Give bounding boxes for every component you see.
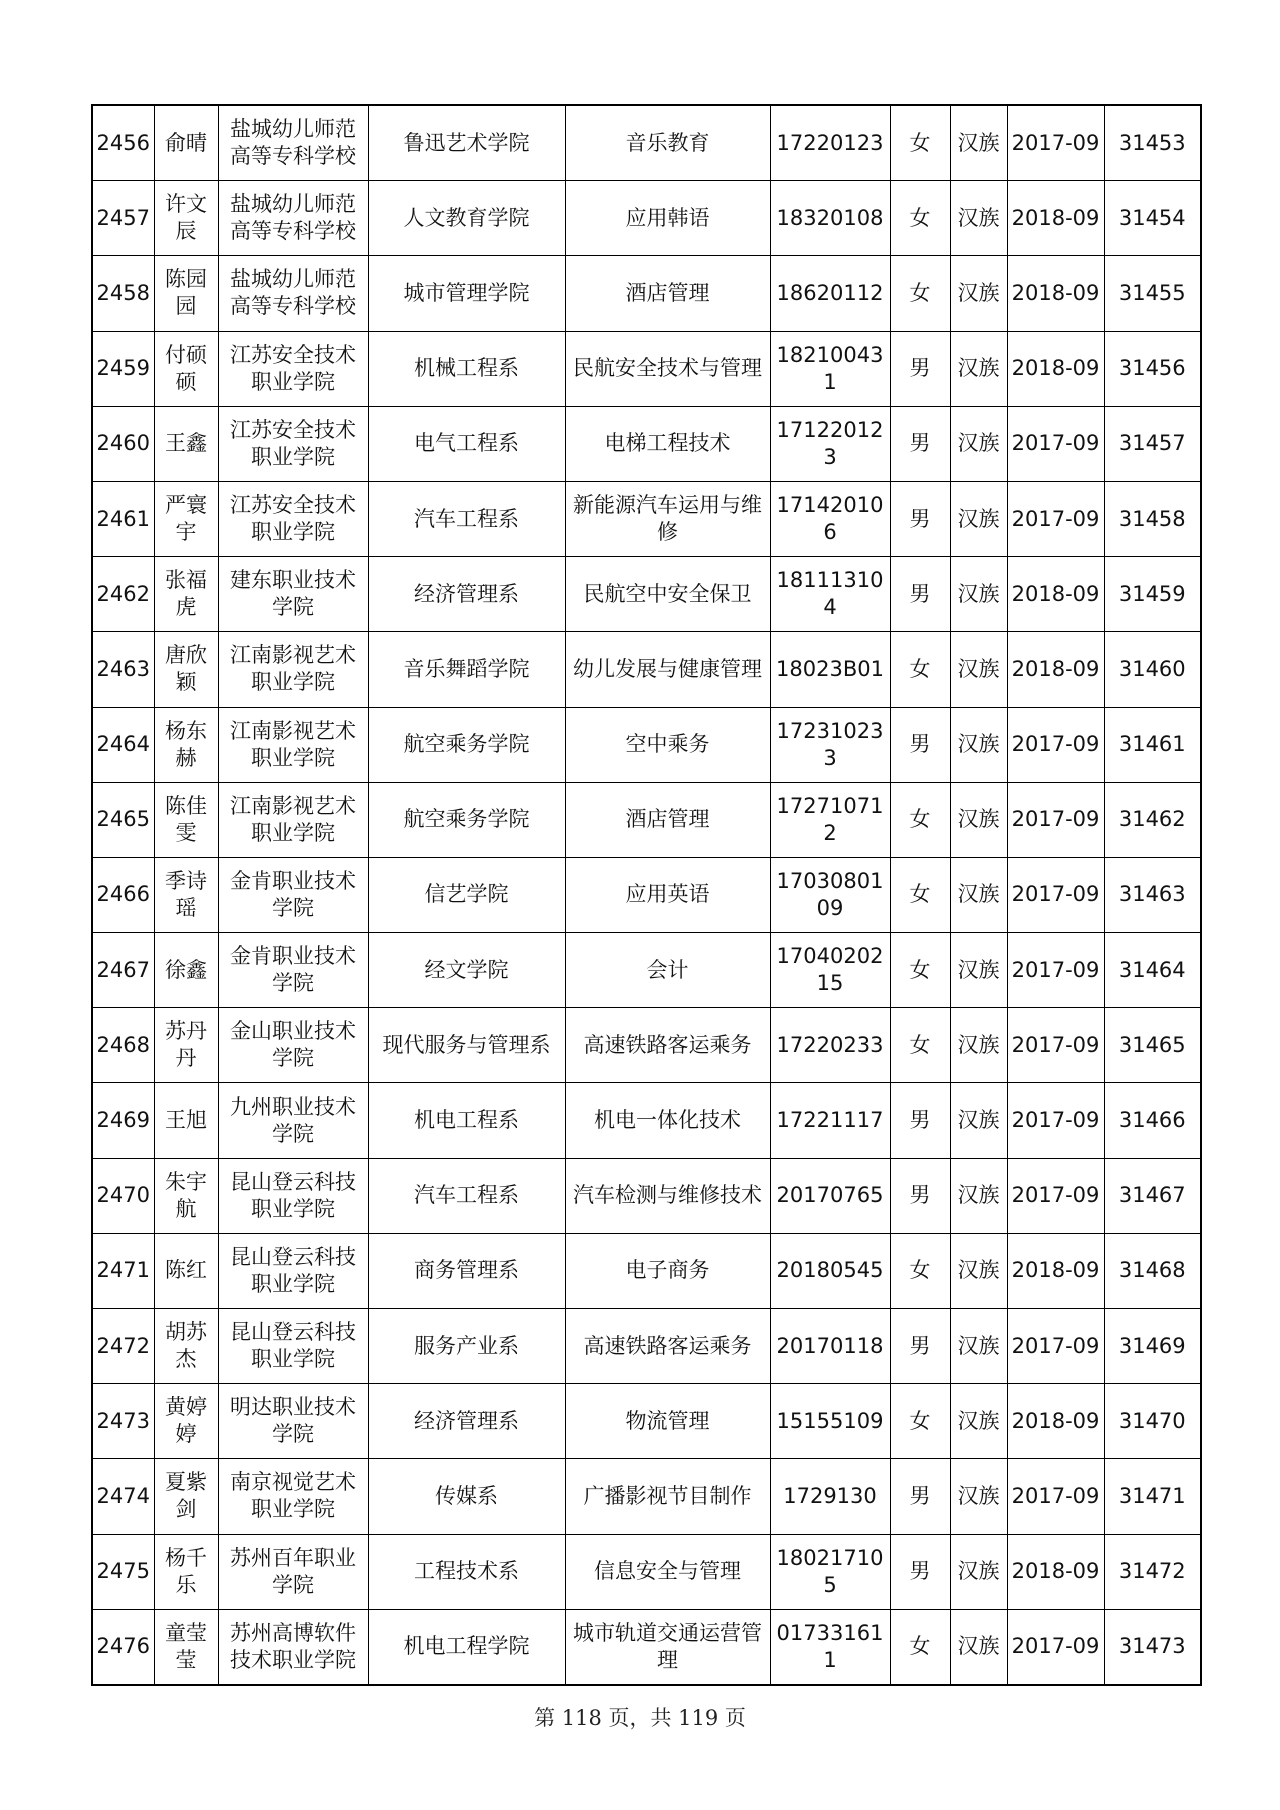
- number-cell: 31462: [1104, 782, 1201, 857]
- ethnicity-cell: 汉族: [950, 1008, 1007, 1083]
- student-id-cell: 18620112: [770, 256, 890, 331]
- name-cell: 陈园园: [154, 256, 218, 331]
- department-cell: 商务管理系: [368, 1233, 565, 1308]
- department-cell: 汽车工程系: [368, 1158, 565, 1233]
- gender-cell: 男: [890, 1083, 950, 1158]
- school-cell: 江南影视艺术职业学院: [218, 632, 368, 707]
- student-id-cell: 172310233: [770, 707, 890, 782]
- ethnicity-cell: 汉族: [950, 1459, 1007, 1534]
- school-cell: 昆山登云科技职业学院: [218, 1233, 368, 1308]
- gender-cell: 女: [890, 256, 950, 331]
- department-cell: 经文学院: [368, 933, 565, 1008]
- department-cell: 城市管理学院: [368, 256, 565, 331]
- major-cell: 应用英语: [565, 857, 770, 932]
- student-id-cell: 172710712: [770, 782, 890, 857]
- department-cell: 传媒系: [368, 1459, 565, 1534]
- gender-cell: 女: [890, 857, 950, 932]
- table-row: [92, 1384, 1201, 1459]
- name-cell: 陈红: [154, 1233, 218, 1308]
- major-cell: 城市轨道交通运营管理: [565, 1609, 770, 1685]
- student-id-cell: 18023B01: [770, 632, 890, 707]
- student-id-cell: 1729130: [770, 1459, 890, 1534]
- seq-cell: 2464: [92, 707, 154, 782]
- number-cell: 31461: [1104, 707, 1201, 782]
- table-row: [92, 256, 1201, 331]
- number-cell: 31467: [1104, 1158, 1201, 1233]
- ethnicity-cell: 汉族: [950, 256, 1007, 331]
- ethnicity-cell: 汉族: [950, 782, 1007, 857]
- school-cell: 明达职业技术学院: [218, 1384, 368, 1459]
- ethnicity-cell: 汉族: [950, 406, 1007, 481]
- major-cell: 电梯工程技术: [565, 406, 770, 481]
- department-cell: 机电工程系: [368, 1083, 565, 1158]
- seq-cell: 2457: [92, 181, 154, 256]
- gender-cell: 女: [890, 1233, 950, 1308]
- table-row: [92, 1609, 1201, 1685]
- student-id-cell: 180217105: [770, 1534, 890, 1609]
- enrollment-cell: 2018-09: [1007, 632, 1104, 707]
- student-id-cell: 017331611: [770, 1609, 890, 1685]
- table-row: [92, 857, 1201, 932]
- gender-cell: 女: [890, 1008, 950, 1083]
- school-cell: 昆山登云科技职业学院: [218, 1309, 368, 1384]
- school-cell: 盐城幼儿师范高等专科学校: [218, 181, 368, 256]
- number-cell: 31457: [1104, 406, 1201, 481]
- department-cell: 现代服务与管理系: [368, 1008, 565, 1083]
- number-cell: 31456: [1104, 331, 1201, 406]
- table-row: [92, 1309, 1201, 1384]
- name-cell: 黄婷婷: [154, 1384, 218, 1459]
- name-cell: 苏丹丹: [154, 1008, 218, 1083]
- number-cell: 31453: [1104, 105, 1201, 181]
- ethnicity-cell: 汉族: [950, 557, 1007, 632]
- gender-cell: 男: [890, 557, 950, 632]
- number-cell: 31466: [1104, 1083, 1201, 1158]
- major-cell: 酒店管理: [565, 782, 770, 857]
- student-id-cell: 17220123: [770, 105, 890, 181]
- gender-cell: 男: [890, 1459, 950, 1534]
- seq-cell: 2474: [92, 1459, 154, 1534]
- school-cell: 江南影视艺术职业学院: [218, 707, 368, 782]
- student-id-cell: 182100431: [770, 331, 890, 406]
- number-cell: 31465: [1104, 1008, 1201, 1083]
- school-cell: 江苏安全技术职业学院: [218, 406, 368, 481]
- name-cell: 杨千乐: [154, 1534, 218, 1609]
- name-cell: 季诗瑶: [154, 857, 218, 932]
- seq-cell: 2471: [92, 1233, 154, 1308]
- ethnicity-cell: 汉族: [950, 632, 1007, 707]
- major-cell: 空中乘务: [565, 707, 770, 782]
- student-id-cell: 1703080109: [770, 857, 890, 932]
- school-cell: 九州职业技术学院: [218, 1083, 368, 1158]
- name-cell: 胡苏杰: [154, 1309, 218, 1384]
- gender-cell: 男: [890, 707, 950, 782]
- ethnicity-cell: 汉族: [950, 1384, 1007, 1459]
- enrollment-cell: 2017-09: [1007, 481, 1104, 556]
- seq-cell: 2465: [92, 782, 154, 857]
- name-cell: 张福虎: [154, 557, 218, 632]
- number-cell: 31463: [1104, 857, 1201, 932]
- records-table: [91, 104, 1202, 1686]
- table-row: [92, 331, 1201, 406]
- enrollment-cell: 2017-09: [1007, 1459, 1104, 1534]
- gender-cell: 男: [890, 1534, 950, 1609]
- school-cell: 盐城幼儿师范高等专科学校: [218, 105, 368, 181]
- enrollment-cell: 2017-09: [1007, 933, 1104, 1008]
- name-cell: 严寰宇: [154, 481, 218, 556]
- department-cell: 音乐舞蹈学院: [368, 632, 565, 707]
- name-cell: 朱宇航: [154, 1158, 218, 1233]
- enrollment-cell: 2018-09: [1007, 181, 1104, 256]
- major-cell: 物流管理: [565, 1384, 770, 1459]
- enrollment-cell: 2017-09: [1007, 857, 1104, 932]
- enrollment-cell: 2018-09: [1007, 256, 1104, 331]
- seq-cell: 2466: [92, 857, 154, 932]
- ethnicity-cell: 汉族: [950, 1233, 1007, 1308]
- table-row: [92, 1459, 1201, 1534]
- major-cell: 酒店管理: [565, 256, 770, 331]
- school-cell: 苏州高博软件技术职业学院: [218, 1609, 368, 1685]
- name-cell: 陈佳雯: [154, 782, 218, 857]
- table-row: [92, 1083, 1201, 1158]
- gender-cell: 男: [890, 331, 950, 406]
- enrollment-cell: 2017-09: [1007, 707, 1104, 782]
- name-cell: 王鑫: [154, 406, 218, 481]
- table-row: [92, 557, 1201, 632]
- records-table-container: [91, 104, 1200, 1686]
- enrollment-cell: 2018-09: [1007, 557, 1104, 632]
- student-id-cell: 171420106: [770, 481, 890, 556]
- department-cell: 电气工程系: [368, 406, 565, 481]
- gender-cell: 女: [890, 782, 950, 857]
- major-cell: 新能源汽车运用与维修: [565, 481, 770, 556]
- gender-cell: 女: [890, 632, 950, 707]
- department-cell: 鲁迅艺术学院: [368, 105, 565, 181]
- table-row: [92, 181, 1201, 256]
- seq-cell: 2460: [92, 406, 154, 481]
- table-row: [92, 933, 1201, 1008]
- enrollment-cell: 2017-09: [1007, 406, 1104, 481]
- table-row: [92, 782, 1201, 857]
- student-id-cell: 171220123: [770, 406, 890, 481]
- ethnicity-cell: 汉族: [950, 1609, 1007, 1685]
- number-cell: 31454: [1104, 181, 1201, 256]
- number-cell: 31472: [1104, 1534, 1201, 1609]
- enrollment-cell: 2018-09: [1007, 331, 1104, 406]
- enrollment-cell: 2017-09: [1007, 782, 1104, 857]
- seq-cell: 2468: [92, 1008, 154, 1083]
- ethnicity-cell: 汉族: [950, 1083, 1007, 1158]
- number-cell: 31473: [1104, 1609, 1201, 1685]
- enrollment-cell: 2017-09: [1007, 1158, 1104, 1233]
- department-cell: 信艺学院: [368, 857, 565, 932]
- enrollment-cell: 2018-09: [1007, 1233, 1104, 1308]
- ethnicity-cell: 汉族: [950, 1158, 1007, 1233]
- name-cell: 许文辰: [154, 181, 218, 256]
- ethnicity-cell: 汉族: [950, 707, 1007, 782]
- school-cell: 昆山登云科技职业学院: [218, 1158, 368, 1233]
- gender-cell: 女: [890, 1384, 950, 1459]
- name-cell: 童莹莹: [154, 1609, 218, 1685]
- enrollment-cell: 2018-09: [1007, 1534, 1104, 1609]
- department-cell: 服务产业系: [368, 1309, 565, 1384]
- seq-cell: 2475: [92, 1534, 154, 1609]
- table-row: [92, 632, 1201, 707]
- major-cell: 信息安全与管理: [565, 1534, 770, 1609]
- major-cell: 广播影视节目制作: [565, 1459, 770, 1534]
- ethnicity-cell: 汉族: [950, 105, 1007, 181]
- major-cell: 民航空中安全保卫: [565, 557, 770, 632]
- seq-cell: 2473: [92, 1384, 154, 1459]
- enrollment-cell: 2017-09: [1007, 1309, 1104, 1384]
- gender-cell: 女: [890, 1609, 950, 1685]
- number-cell: 31455: [1104, 256, 1201, 331]
- department-cell: 人文教育学院: [368, 181, 565, 256]
- number-cell: 31464: [1104, 933, 1201, 1008]
- school-cell: 盐城幼儿师范高等专科学校: [218, 256, 368, 331]
- seq-cell: 2456: [92, 105, 154, 181]
- page-footer: 第 118 页，共 119 页: [534, 1706, 746, 1730]
- enrollment-cell: 2017-09: [1007, 1008, 1104, 1083]
- department-cell: 机电工程学院: [368, 1609, 565, 1685]
- table-row: [92, 481, 1201, 556]
- student-id-cell: 15155109: [770, 1384, 890, 1459]
- gender-cell: 男: [890, 1158, 950, 1233]
- student-id-cell: 18320108: [770, 181, 890, 256]
- ethnicity-cell: 汉族: [950, 933, 1007, 1008]
- school-cell: 苏州百年职业学院: [218, 1534, 368, 1609]
- table-row: [92, 1534, 1201, 1609]
- gender-cell: 男: [890, 481, 950, 556]
- number-cell: 31458: [1104, 481, 1201, 556]
- major-cell: 民航安全技术与管理: [565, 331, 770, 406]
- department-cell: 航空乘务学院: [368, 782, 565, 857]
- ethnicity-cell: 汉族: [950, 1309, 1007, 1384]
- department-cell: 经济管理系: [368, 1384, 565, 1459]
- department-cell: 航空乘务学院: [368, 707, 565, 782]
- seq-cell: 2462: [92, 557, 154, 632]
- school-cell: 建东职业技术学院: [218, 557, 368, 632]
- table-row: [92, 105, 1201, 181]
- school-cell: 金肯职业技术学院: [218, 857, 368, 932]
- name-cell: 俞晴: [154, 105, 218, 181]
- seq-cell: 2470: [92, 1158, 154, 1233]
- enrollment-cell: 2018-09: [1007, 1384, 1104, 1459]
- gender-cell: 男: [890, 1309, 950, 1384]
- student-id-cell: 20170118: [770, 1309, 890, 1384]
- school-cell: 江南影视艺术职业学院: [218, 782, 368, 857]
- table-row: [92, 406, 1201, 481]
- ethnicity-cell: 汉族: [950, 181, 1007, 256]
- gender-cell: 女: [890, 105, 950, 181]
- table-row: [92, 1158, 1201, 1233]
- department-cell: 经济管理系: [368, 557, 565, 632]
- major-cell: 会计: [565, 933, 770, 1008]
- major-cell: 应用韩语: [565, 181, 770, 256]
- school-cell: 金山职业技术学院: [218, 1008, 368, 1083]
- department-cell: 汽车工程系: [368, 481, 565, 556]
- major-cell: 幼儿发展与健康管理: [565, 632, 770, 707]
- student-id-cell: 17220233: [770, 1008, 890, 1083]
- number-cell: 31469: [1104, 1309, 1201, 1384]
- student-id-cell: 20180545: [770, 1233, 890, 1308]
- seq-cell: 2459: [92, 331, 154, 406]
- table-row: [92, 1233, 1201, 1308]
- table-body: [92, 105, 1201, 1685]
- enrollment-cell: 2017-09: [1007, 1083, 1104, 1158]
- name-cell: 徐鑫: [154, 933, 218, 1008]
- student-id-cell: 181113104: [770, 557, 890, 632]
- table-row: [92, 1008, 1201, 1083]
- seq-cell: 2458: [92, 256, 154, 331]
- name-cell: 杨东赫: [154, 707, 218, 782]
- major-cell: 高速铁路客运乘务: [565, 1008, 770, 1083]
- major-cell: 音乐教育: [565, 105, 770, 181]
- seq-cell: 2467: [92, 933, 154, 1008]
- number-cell: 31460: [1104, 632, 1201, 707]
- major-cell: 高速铁路客运乘务: [565, 1309, 770, 1384]
- seq-cell: 2476: [92, 1609, 154, 1685]
- ethnicity-cell: 汉族: [950, 331, 1007, 406]
- enrollment-cell: 2017-09: [1007, 105, 1104, 181]
- ethnicity-cell: 汉族: [950, 1534, 1007, 1609]
- name-cell: 夏紫剑: [154, 1459, 218, 1534]
- number-cell: 31470: [1104, 1384, 1201, 1459]
- student-id-cell: 17221117: [770, 1083, 890, 1158]
- student-id-cell: 1704020215: [770, 933, 890, 1008]
- seq-cell: 2461: [92, 481, 154, 556]
- major-cell: 汽车检测与维修技术: [565, 1158, 770, 1233]
- gender-cell: 女: [890, 933, 950, 1008]
- seq-cell: 2463: [92, 632, 154, 707]
- ethnicity-cell: 汉族: [950, 481, 1007, 556]
- department-cell: 工程技术系: [368, 1534, 565, 1609]
- school-cell: 江苏安全技术职业学院: [218, 331, 368, 406]
- number-cell: 31471: [1104, 1459, 1201, 1534]
- department-cell: 机械工程系: [368, 331, 565, 406]
- gender-cell: 女: [890, 181, 950, 256]
- ethnicity-cell: 汉族: [950, 857, 1007, 932]
- gender-cell: 男: [890, 406, 950, 481]
- major-cell: 电子商务: [565, 1233, 770, 1308]
- name-cell: 王旭: [154, 1083, 218, 1158]
- school-cell: 金肯职业技术学院: [218, 933, 368, 1008]
- enrollment-cell: 2017-09: [1007, 1609, 1104, 1685]
- student-id-cell: 20170765: [770, 1158, 890, 1233]
- school-cell: 南京视觉艺术职业学院: [218, 1459, 368, 1534]
- seq-cell: 2472: [92, 1309, 154, 1384]
- name-cell: 唐欣颖: [154, 632, 218, 707]
- seq-cell: 2469: [92, 1083, 154, 1158]
- number-cell: 31468: [1104, 1233, 1201, 1308]
- number-cell: 31459: [1104, 557, 1201, 632]
- major-cell: 机电一体化技术: [565, 1083, 770, 1158]
- school-cell: 江苏安全技术职业学院: [218, 481, 368, 556]
- table-row: [92, 707, 1201, 782]
- name-cell: 付硕硕: [154, 331, 218, 406]
